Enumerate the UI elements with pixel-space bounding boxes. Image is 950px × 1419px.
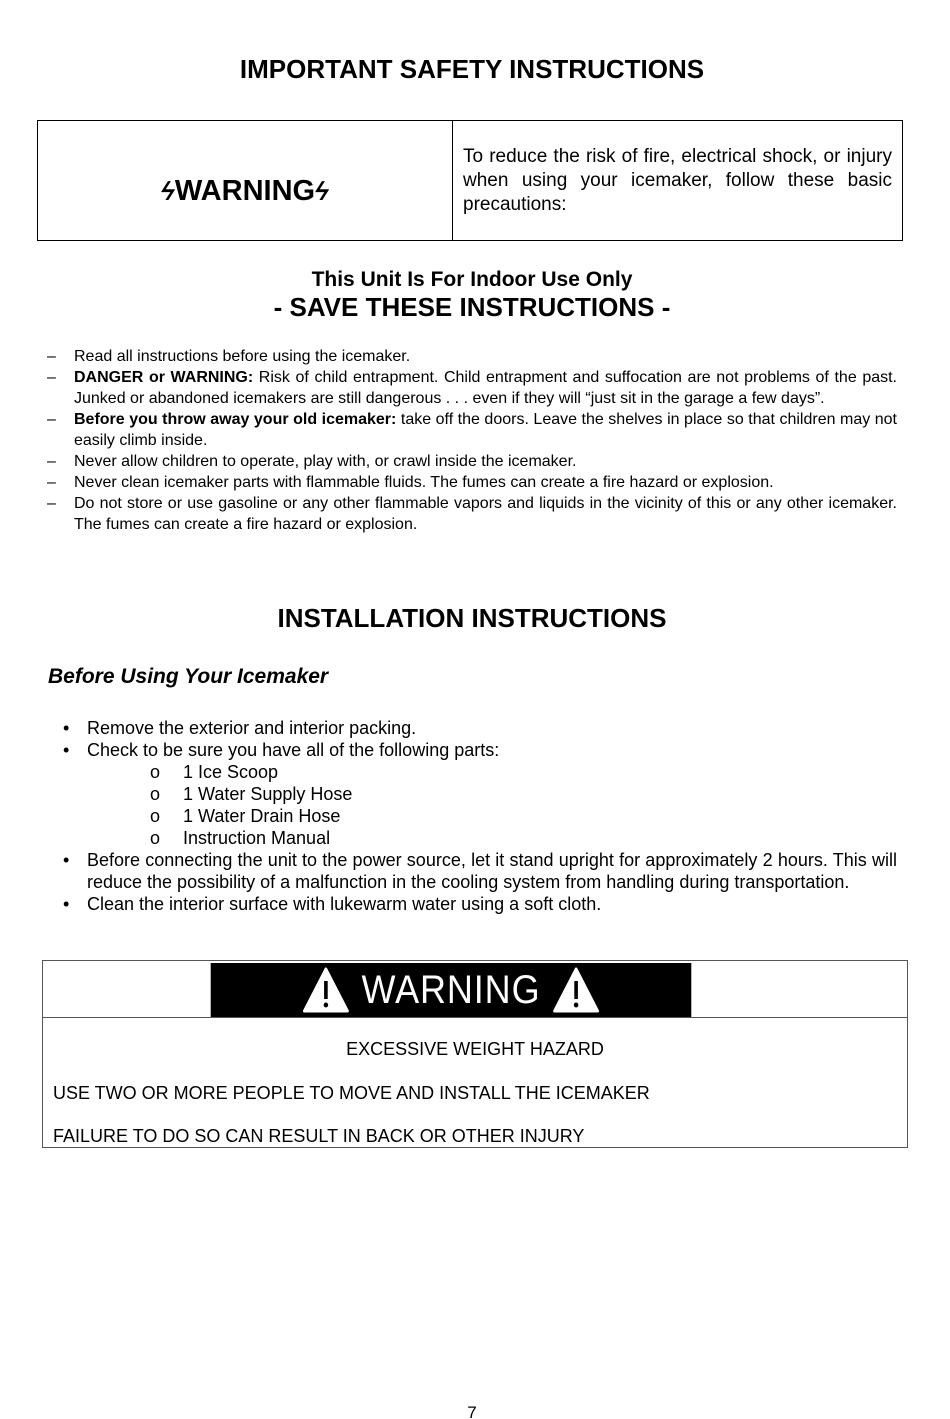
- warning-triangle-icon: [553, 967, 600, 1013]
- save-instructions: - SAVE THESE INSTRUCTIONS -: [273, 292, 671, 322]
- list-item: – Read all instructions before using the icemaker.: [47, 348, 411, 365]
- part-item: o 1 Water Drain Hose: [150, 806, 341, 826]
- lightning-icon: ϟ: [157, 176, 180, 206]
- page-title: IMPORTANT SAFETY INSTRUCTIONS: [239, 54, 705, 84]
- warning-table: [37, 120, 903, 241]
- list-item: – Before you throw away your old icemaker: take off the doors. Leave the shelves in place so that children may not easily climb inside.: [47, 411, 897, 449]
- install-steps: [63, 717, 897, 915]
- warning-triangle-icon: [302, 967, 349, 1013]
- list-item: • Check to be sure you have all of the following parts:: [63, 740, 500, 760]
- indoor-notice: This Unit Is For Indoor Use Only: [311, 268, 633, 291]
- list-item: – DANGER or WARNING: Risk of child entrapment. Child entrapment and suffocation are not problems of the past. Junked or abandoned icemakers are still dangerous . . . even if they will “just sit in the garage a few days”.: [47, 369, 897, 407]
- lightning-icon: ϟ: [311, 176, 333, 206]
- list-item: – Never clean icemaker parts with flammable fluids. The fumes can create a fire hazard or explosion.: [47, 474, 774, 491]
- list-item: – Never allow children to operate, play with, or crawl inside the icemaker.: [47, 453, 577, 470]
- hazard-title: EXCESSIVE WEIGHT HAZARD: [346, 1039, 604, 1059]
- list-item: • Clean the interior surface with lukewarm water using a soft cloth.: [63, 894, 602, 914]
- list-item: – Do not store or use gasoline or any other flammable vapors and liquids in the vicinity of this or any other icemaker. The fumes can create a fire hazard or explosion.: [47, 495, 897, 533]
- hazard-instruction: USE TWO OR MORE PEOPLE TO MOVE AND INSTALL THE ICEMAKER: [53, 1083, 650, 1103]
- page-number: 7: [467, 1403, 477, 1419]
- part-item: o Instruction Manual: [150, 828, 331, 848]
- warning-label-cell: [38, 121, 453, 240]
- part-item: o 1 Ice Scoop: [150, 762, 279, 782]
- safety-list: [47, 346, 897, 535]
- warning-banner: [211, 963, 692, 1017]
- weight-hazard-box: [42, 960, 908, 1148]
- list-item: • Before connecting the unit to the power source, let it stand upright for approximately 2 hours. This will reduce the possibility of a malfunction in the cooling system from handling during transportation.: [63, 850, 897, 892]
- before-using-heading: Before Using Your Icemaker: [48, 665, 329, 688]
- installation-title: INSTALLATION INSTRUCTIONS: [277, 603, 667, 633]
- warning-label: WARNING: [174, 175, 316, 207]
- part-item: o 1 Water Supply Hose: [150, 784, 353, 804]
- list-item: • Remove the exterior and interior packing.: [63, 718, 417, 738]
- hazard-consequence: FAILURE TO DO SO CAN RESULT IN BACK OR OTHER INJURY: [53, 1126, 585, 1146]
- warning-banner-text: WARNING: [361, 967, 541, 1012]
- warning-text: To reduce the risk of fire, electrical shock, or injury when using your icemaker, follow these basic precautions:: [463, 146, 892, 215]
